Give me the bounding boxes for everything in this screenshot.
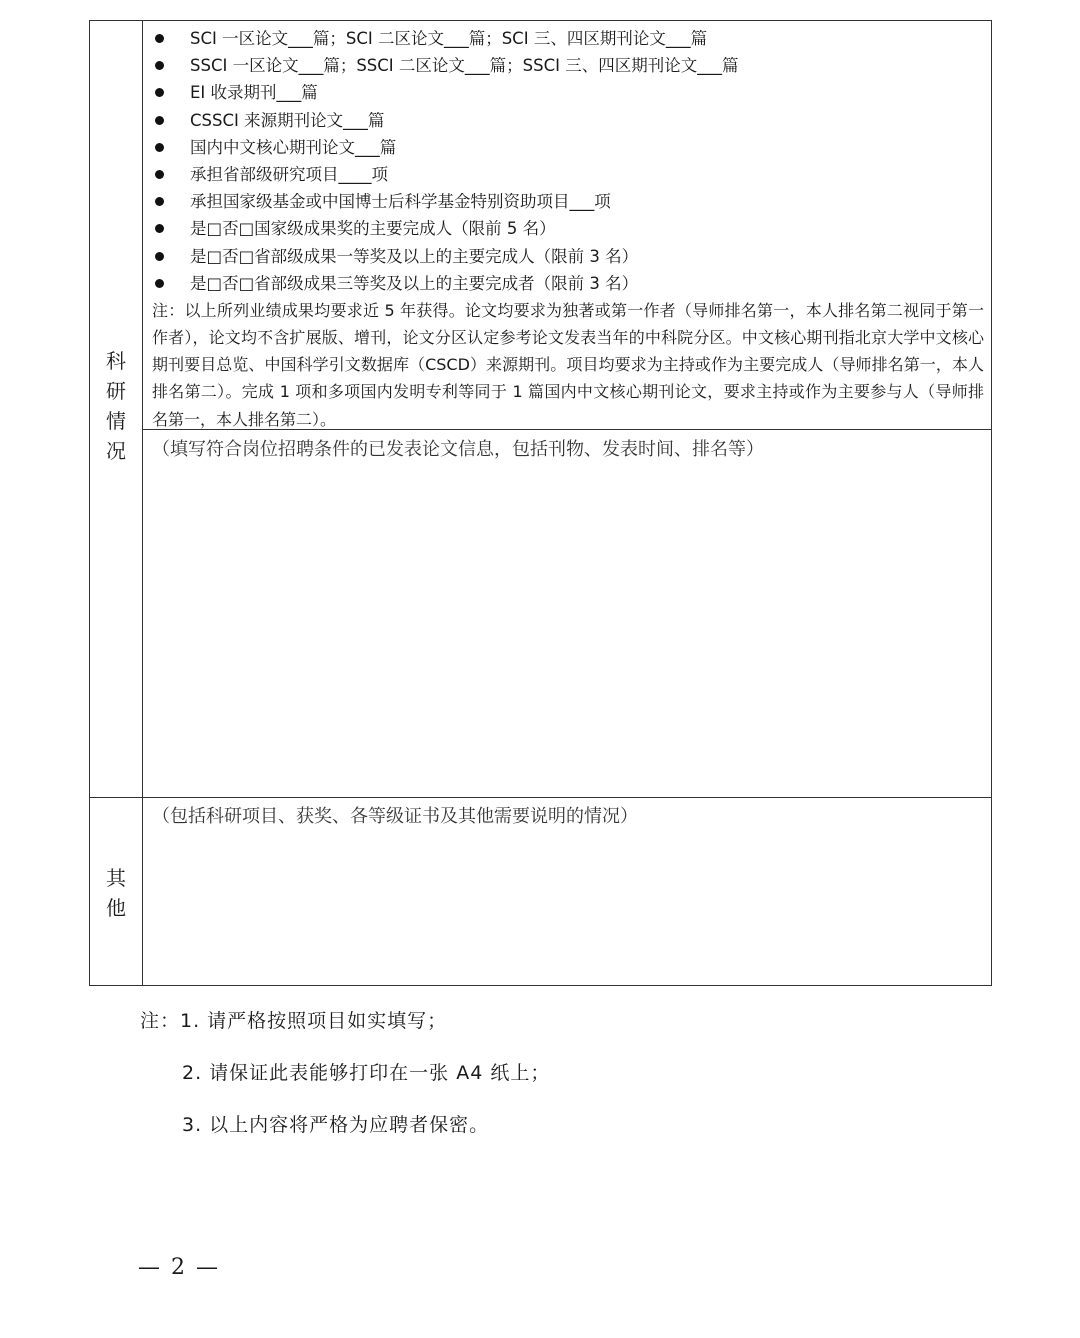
research-label-char: 况 — [106, 439, 126, 463]
other-input-hint[interactable]: （包括科研项目、获奖、各等级证书及其他需要说明的情况） — [152, 806, 638, 827]
criteria-list — [152, 25, 984, 297]
criteria-item[interactable]: 是□否□省部级成果三等奖及以上的主要完成者（限前 3 名） — [152, 270, 984, 297]
criteria-item[interactable]: SCI 一区论文___篇；SCI 二区论文___篇；SCI 三、四区期刊论文___篇 — [152, 25, 984, 52]
criteria-item[interactable]: 承担省部级研究项目____项 — [152, 161, 984, 188]
other-section-label — [90, 863, 142, 923]
research-label-char: 情 — [106, 409, 126, 433]
criteria-item[interactable]: 承担国家级基金或中国博士后科学基金特别资助项目___项 — [152, 188, 984, 215]
criteria-item[interactable]: 是□否□省部级成果一等奖及以上的主要完成人（限前 3 名） — [152, 243, 984, 270]
bullet-icon — [155, 143, 164, 152]
research-criteria — [152, 25, 984, 433]
bullet-icon — [155, 252, 164, 261]
section-divider — [90, 797, 991, 798]
other-label-char: 他 — [106, 896, 126, 920]
bullet-icon — [155, 279, 164, 288]
bullet-icon — [155, 34, 164, 43]
bullet-icon — [155, 197, 164, 206]
bullet-icon — [155, 224, 164, 233]
footnotes — [140, 1005, 550, 1161]
bullet-icon — [155, 88, 164, 97]
footnote-2: 2. 请保证此表能够打印在一张 A4 纸上； — [182, 1062, 551, 1084]
footnote-1: 注：1. 请严格按照项目如实填写； — [140, 1010, 448, 1032]
page-number: — 2 — — [138, 1255, 220, 1280]
criteria-item[interactable]: 是□否□国家级成果奖的主要完成人（限前 5 名） — [152, 215, 984, 242]
research-section-label — [90, 346, 142, 466]
research-label-char: 研 — [106, 379, 126, 403]
criteria-item[interactable]: CSSCI 来源期刊论文___篇 — [152, 107, 984, 134]
footnote-3: 3. 以上内容将严格为应聘者保密。 — [182, 1114, 490, 1136]
bullet-icon — [155, 116, 164, 125]
criteria-item[interactable]: SSCI 一区论文___篇；SSCI 二区论文___篇；SSCI 三、四区期刊论文___篇 — [152, 52, 984, 79]
bullet-icon — [155, 61, 164, 70]
research-label-char: 科 — [106, 349, 126, 373]
criteria-item[interactable]: 国内中文核心期刊论文___篇 — [152, 134, 984, 161]
papers-input-hint[interactable]: （填写符合岗位招聘条件的已发表论文信息，包括刊物、发表时间、排名等） — [152, 439, 764, 460]
other-label-char: 其 — [106, 866, 126, 890]
criteria-note: 注：以上所列业绩成果均要求近 5 年获得。论文均要求为独著或第一作者（导师排名第一，本人排名第二视同于第一作者），论文均不含扩展版、增刊，论文分区认定参考论文发表当年的中科院分区。中文核心期刊指北京大学中文核心期刊要目总览、中国科学引文数据库（CSCD）来源期刊。项目均要求为主持或作为主要完成人（导师排名第一，本人排名第二）。完成 1 项和多项国内发明专利等同于 1 篇国内中文核心期刊论文，要求主持或作为主要参与人（导师排名第一，本人排名第二）。 — [152, 300, 984, 429]
bullet-icon — [155, 170, 164, 179]
application-form-table — [89, 20, 992, 986]
label-column-divider — [142, 21, 143, 985]
criteria-item[interactable]: EI 收录期刊___篇 — [152, 79, 984, 106]
